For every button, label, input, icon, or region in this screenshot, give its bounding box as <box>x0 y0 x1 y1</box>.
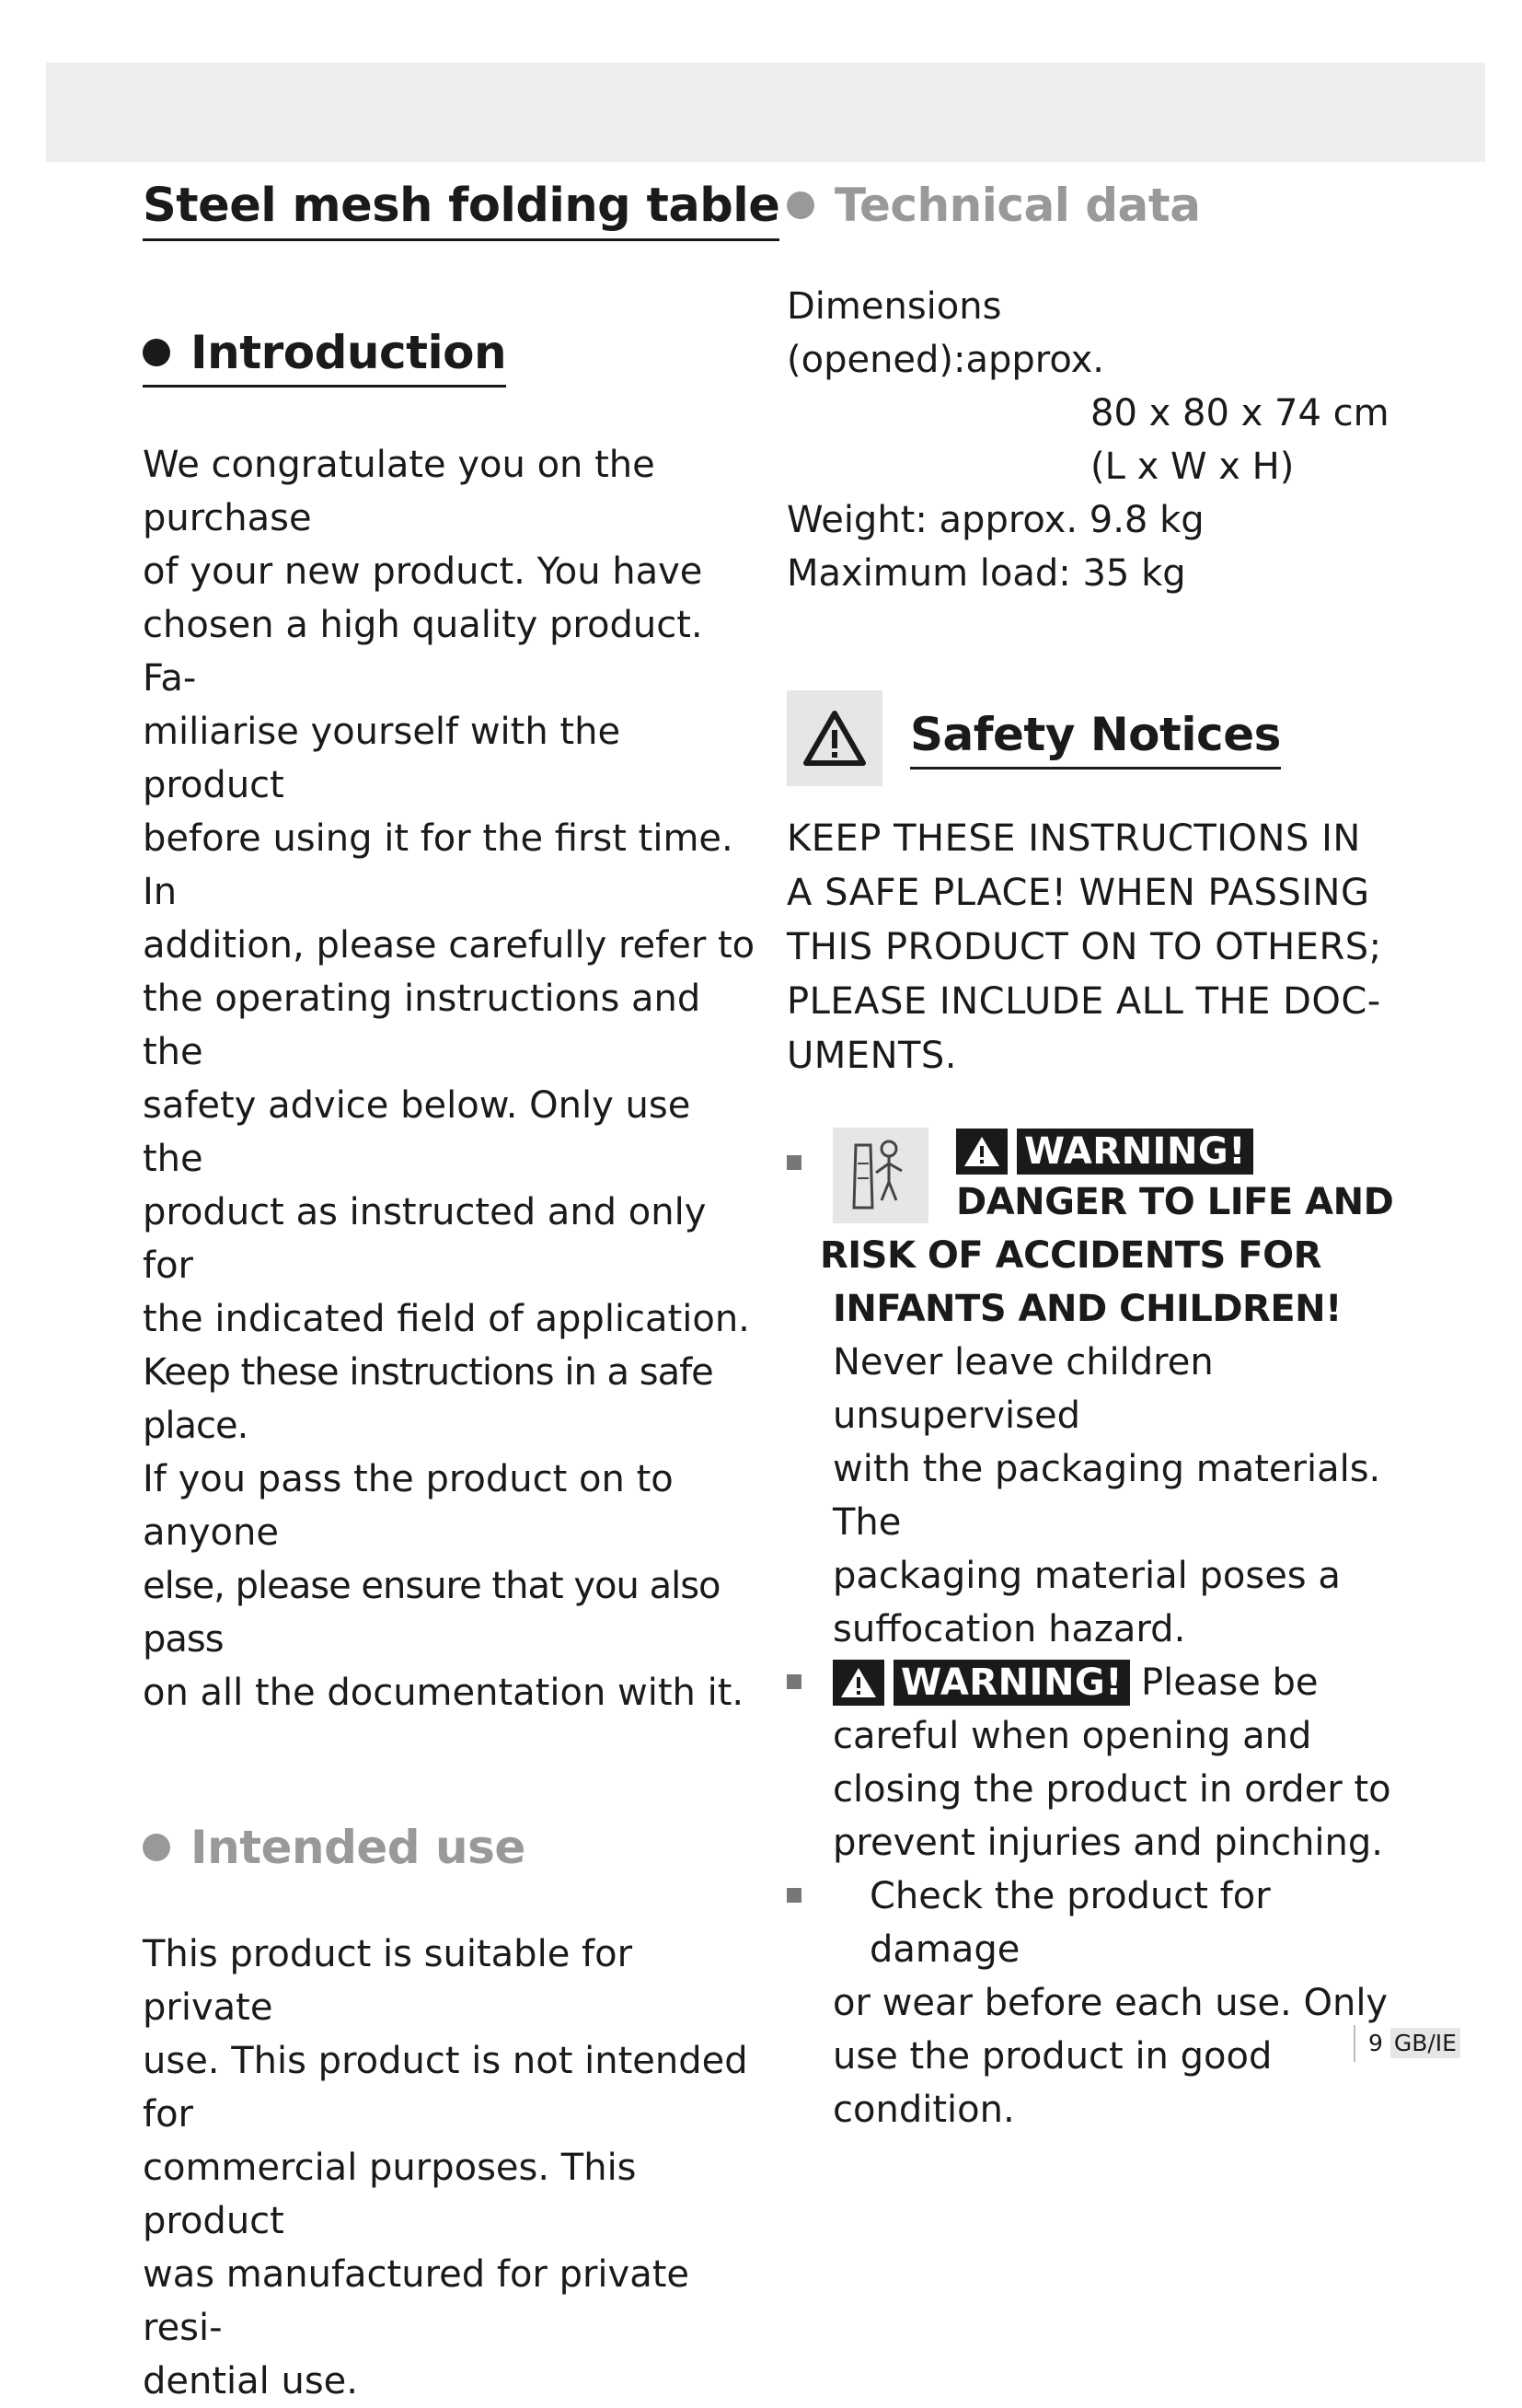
safety-item-check <box>787 1870 1403 2136</box>
item3-line: or wear before each use. Only <box>833 1982 1389 2024</box>
header-band <box>46 63 1485 162</box>
intro-line: before using it for the first time. In <box>143 817 733 913</box>
bullet-dot-icon <box>143 1834 170 1861</box>
item2-line: careful when opening and <box>833 1715 1312 1757</box>
max-load: Maximum load: 35 kg <box>787 552 1186 595</box>
warning-label: WARNING! <box>894 1660 1130 1706</box>
caps-line: UMENTS. <box>787 1035 958 1077</box>
intro-line: on all the documentation with it. <box>143 1672 744 1714</box>
square-bullet-icon <box>787 1674 801 1689</box>
item1-line: Never leave children unsupervised <box>833 1341 1214 1437</box>
introduction-title: Introduction <box>190 326 507 379</box>
warning-triangle-icon <box>956 1129 1008 1175</box>
introduction-text <box>143 438 759 1719</box>
intro-line: Keep these instructions in a safe place. <box>143 1351 713 1447</box>
item3-line: use the product in good condition. <box>833 2035 1273 2131</box>
item2-line: prevent injuries and pinching. <box>833 1822 1383 1864</box>
bullet-dot-icon <box>143 339 170 366</box>
item1-line: packaging material poses a <box>833 1555 1341 1597</box>
dimensions-axes: (L x W x H) <box>1090 446 1295 488</box>
page-number-value: 9 <box>1368 2030 1383 2056</box>
intended-line: was manufactured for private resi- <box>143 2253 690 2349</box>
safety-caps-text <box>787 812 1403 1083</box>
safety-heading <box>787 690 1403 786</box>
intro-line: safety advice below. Only use the <box>143 1084 691 1180</box>
intended-line: use. This product is not intended for <box>143 2040 748 2136</box>
intended-use-heading <box>143 1821 759 1874</box>
square-bullet-icon <box>787 1888 801 1903</box>
danger-line: INFANTS AND CHILDREN! <box>833 1288 1342 1330</box>
safety-item-pinching <box>787 1656 1403 1870</box>
intended-use-text <box>143 1928 759 2408</box>
danger-line: RISK OF ACCIDENTS FOR <box>820 1234 1321 1277</box>
square-bullet-icon <box>787 1155 801 1170</box>
intended-line: dential use. <box>143 2360 359 2402</box>
bullet-dot-icon <box>787 191 814 219</box>
intro-line: chosen a high quality product. Fa- <box>143 604 703 700</box>
page-number <box>1354 2025 1460 2062</box>
intro-line: else, please ensure that you also pass <box>143 1565 721 1661</box>
right-column <box>787 173 1403 2136</box>
intro-line: If you pass the product on to anyone <box>143 1458 674 1554</box>
technical-data-title: Technical data <box>835 179 1201 232</box>
page-region: GB/IE <box>1390 2028 1460 2058</box>
warning-label: WARNING! <box>1017 1129 1253 1175</box>
caps-line: KEEP THESE INSTRUCTIONS IN <box>787 817 1361 860</box>
child-packaging-icon <box>833 1128 928 1223</box>
intro-line: addition, please carefully refer to <box>143 924 755 967</box>
warning-triangle-icon <box>833 1660 884 1706</box>
intended-line: commercial purposes. This product <box>143 2147 637 2242</box>
item1-line: with the packaging materials. The <box>833 1448 1381 1544</box>
intended-use-title: Intended use <box>190 1821 525 1874</box>
item2-line: closing the product in order to <box>833 1768 1391 1811</box>
intro-line: the indicated field of application. <box>143 1298 750 1340</box>
caps-line: THIS PRODUCT ON TO OTHERS; <box>787 926 1382 968</box>
intro-line: of your new product. You have <box>143 550 703 593</box>
intro-line: product as instructed and only for <box>143 1191 707 1287</box>
left-column <box>143 173 780 2408</box>
safety-title: Safety Notices <box>910 708 1281 770</box>
item2-first: Please be <box>1141 1661 1319 1704</box>
item3-first: Check the product for damage <box>870 1875 1271 1971</box>
warning-triangle-icon <box>787 690 882 786</box>
item1-line: suffocation hazard. <box>833 1608 1186 1650</box>
technical-data-heading <box>787 179 1403 232</box>
dimensions-label: Dimensions <box>787 285 1002 328</box>
technical-data-block <box>787 280 1403 600</box>
danger-line: DANGER TO LIFE AND <box>956 1181 1394 1223</box>
intro-line: the operating instructions and the <box>143 978 701 1073</box>
caps-line: A SAFE PLACE! WHEN PASSING <box>787 872 1370 914</box>
dimensions-value: 80 x 80 x 74 cm <box>1090 392 1389 434</box>
intro-line: miliarise yourself with the product <box>143 711 621 806</box>
introduction-heading <box>143 326 759 388</box>
intro-line: We congratulate you on the purchase <box>143 444 655 539</box>
intended-line: This product is suitable for private <box>143 1933 633 2029</box>
safety-item-children <box>787 1128 1403 1656</box>
weight: Weight: approx. 9.8 kg <box>787 499 1205 541</box>
dimensions-sub: (opened):approx. <box>787 339 1104 381</box>
caps-line: PLEASE INCLUDE ALL THE DOC- <box>787 980 1381 1023</box>
document-title: Steel mesh folding table <box>143 179 779 241</box>
